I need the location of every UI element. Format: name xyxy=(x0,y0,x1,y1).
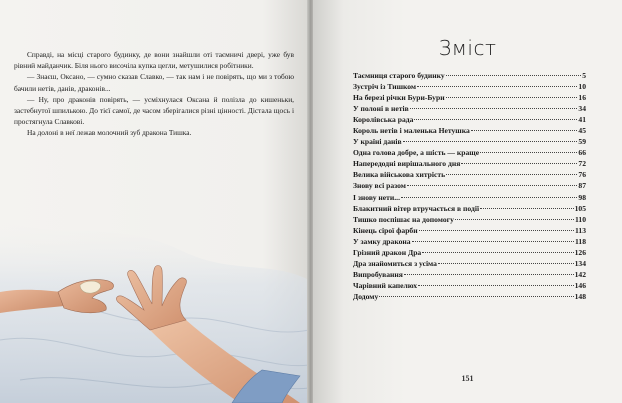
toc-row xyxy=(353,280,586,291)
toc-entry-page: 66 xyxy=(578,148,586,158)
toc-entry-page: 10 xyxy=(578,82,586,92)
toc-entry-page: 134 xyxy=(574,258,586,268)
toc-row xyxy=(353,81,586,92)
toc-row xyxy=(353,192,586,203)
dot-leader xyxy=(414,119,577,120)
toc-entry-title: Випробування xyxy=(353,269,403,279)
dot-leader xyxy=(461,163,577,164)
toc-row xyxy=(353,114,586,125)
toc-entry-title: І знову нети... xyxy=(353,192,400,202)
toc-entry-page: 34 xyxy=(578,104,586,114)
toc-row xyxy=(353,158,586,169)
toc-entry-title: У замку дракона xyxy=(353,236,411,246)
toc-row xyxy=(353,136,586,147)
dot-leader xyxy=(407,185,577,186)
toc-entry-page: 5 xyxy=(582,71,586,80)
dot-leader xyxy=(422,252,573,253)
toc-row xyxy=(353,180,586,191)
dot-leader xyxy=(446,97,578,98)
toc-entry-title: Король нетів і маленька Нетушка xyxy=(353,126,470,136)
toc-entry-title: Одна голова добре, а шість — краще xyxy=(353,148,480,158)
dot-leader xyxy=(379,296,573,297)
dot-leader xyxy=(418,285,574,286)
dot-leader xyxy=(480,152,577,153)
toc-entry-page: 87 xyxy=(578,181,586,191)
left-page xyxy=(0,0,309,403)
toc-entry-title: На березі річки Бури-Бури xyxy=(353,93,445,103)
story-paragraph: Справді, на місці старого будинку, де вони знайшли оті таємничі двері, уже був рівний майданчик. Біля нього височіла купка цегли, метушилися робітники. xyxy=(14,50,294,71)
toc-row xyxy=(353,247,586,258)
toc-entry-page: 148 xyxy=(574,291,586,301)
toc-entry-title: Знову всі разом xyxy=(353,181,406,191)
toc-entry-page: 118 xyxy=(575,236,586,246)
toc-row xyxy=(353,236,586,247)
toc-entry-page: 146 xyxy=(574,280,586,290)
hands-illustration xyxy=(0,180,309,403)
dot-leader xyxy=(446,174,577,175)
toc-row xyxy=(353,169,586,180)
toc-entry-title: Грізний дракон Дра xyxy=(353,247,422,257)
toc-entry-title: Зустріч із Тишком xyxy=(353,82,417,92)
toc-entry-page: 110 xyxy=(575,214,586,224)
toc-entry-page: 16 xyxy=(578,93,586,103)
toc-entry-page: 113 xyxy=(575,225,586,235)
dot-leader xyxy=(471,130,578,131)
toc-entry-page: 126 xyxy=(574,247,586,257)
toc-row xyxy=(353,269,586,280)
toc-row xyxy=(353,214,586,225)
toc-entry-page: 72 xyxy=(578,159,586,169)
toc-entry-title: Велика військова хитрість xyxy=(353,170,446,180)
story-paragraph: — Ну, про драконів повірять, — усміхнулася Оксана й полізла до кишеньки, застебнутої шпилькою. До тієї самої, де часом зберігалися різні цінності. Дістала щось і простягнула Славкові. xyxy=(14,94,294,127)
toc-entry-page: 98 xyxy=(578,192,586,202)
toc-entry-page: 59 xyxy=(578,137,586,147)
dot-leader xyxy=(480,208,574,209)
toc-row xyxy=(353,225,586,236)
toc-entry-title: Блакитний вітер втручається в події xyxy=(353,203,480,213)
dot-leader xyxy=(455,219,574,220)
toc-entry-title: Дра знайомиться з усіма xyxy=(353,258,437,268)
dot-leader xyxy=(412,241,574,242)
toc-entry-title: У полоні в нетів xyxy=(353,104,409,114)
toc-row xyxy=(353,291,586,302)
toc-entry-page: 142 xyxy=(574,269,586,279)
story-paragraph: — Знаєш, Оксано, — сумно сказав Славко, — так нам і не повірять, що ми з тобою бачили нетів, данів, драконів... xyxy=(14,72,294,93)
dot-leader xyxy=(404,274,574,275)
right-page xyxy=(313,0,622,403)
toc-title: Зміст xyxy=(438,36,497,60)
toc-entry-title: Кінець сірої фарби xyxy=(353,225,418,235)
dot-leader xyxy=(417,86,577,87)
toc-entry-page: 105 xyxy=(574,203,586,213)
page-number: 151 xyxy=(461,374,474,383)
dot-leader xyxy=(438,263,574,264)
toc-row xyxy=(353,147,586,158)
toc-entry-title: Тишко поспішає на допомогу xyxy=(353,214,454,224)
toc-row xyxy=(353,258,586,269)
toc-entry-title: Королівська рада xyxy=(353,115,414,125)
table-of-contents xyxy=(353,70,586,302)
toc-entry-title: Чарівний капелюх xyxy=(353,280,418,290)
toc-entry-page: 45 xyxy=(578,126,586,136)
story-paragraph: На долоні в неї лежав молочний зуб дракона Тишка. xyxy=(27,128,192,138)
dot-leader xyxy=(419,230,574,231)
toc-row xyxy=(353,92,586,103)
toc-entry-title: Додому xyxy=(353,291,379,301)
dot-leader xyxy=(401,197,577,198)
toc-row xyxy=(353,70,586,81)
dot-leader xyxy=(403,141,578,142)
toc-row xyxy=(353,203,586,214)
toc-entry-title: Напередодні вирішального дня xyxy=(353,159,461,169)
toc-entry-title: Таємниця старого будинку xyxy=(353,71,445,80)
toc-entry-page: 76 xyxy=(578,170,586,180)
toc-row xyxy=(353,103,586,114)
toc-row xyxy=(353,125,586,136)
story-text xyxy=(14,49,294,139)
toc-entry-page: 41 xyxy=(578,115,586,125)
dot-leader xyxy=(410,108,578,109)
dot-leader xyxy=(446,75,581,76)
toc-entry-title: У країні данів xyxy=(353,137,402,147)
